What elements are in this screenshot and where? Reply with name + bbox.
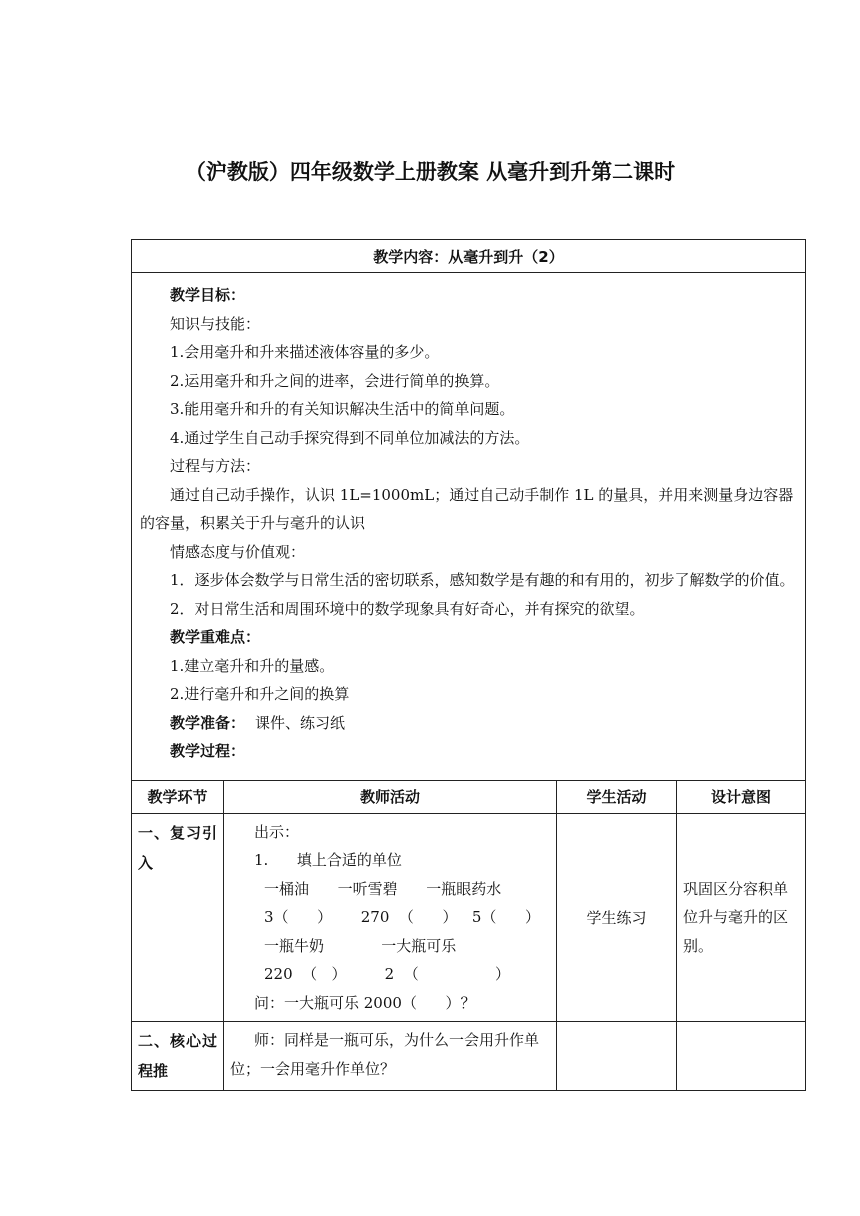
key-item: 1.建立毫升和升的量感。 (170, 656, 335, 675)
key-heading: 教学重难点： (170, 628, 261, 646)
knowledge-item: 4.通过学生自己动手探究得到不同单位加减法的方法。 (170, 428, 530, 447)
key-item: 2.进行毫升和升之间的换算 (170, 685, 350, 703)
table-row (132, 813, 806, 1022)
process-steps-heading: 教学过程： (170, 742, 246, 760)
student-cell (557, 1022, 677, 1091)
process-heading: 过程与方法： (170, 457, 261, 475)
stage-cell: 一、复习引入 (132, 813, 224, 1022)
lesson-table (131, 239, 806, 1091)
objectives-row (132, 273, 806, 781)
prep-line (140, 709, 797, 738)
stage-cell: 二、核心过程推 (132, 1022, 224, 1091)
teacher-line: 一桶油 一听雪碧 一瓶眼药水 (264, 879, 502, 898)
knowledge-item: 3.能用毫升和升的有关知识解决生活中的简单问题。 (170, 400, 515, 418)
design-cell: 巩固区分容积单位升与毫升的区别。 (677, 813, 806, 1022)
table-header-row (132, 240, 806, 273)
column-header-row (132, 780, 806, 813)
knowledge-item: 2.运用毫升和升之间的进率，会进行简单的换算。 (170, 371, 500, 390)
teacher-line: 220 （ ） 2 （ ） (264, 965, 510, 983)
teacher-line: 出示： (254, 822, 300, 841)
page-title: （沪教版）四年级数学上册教案 从毫升到升第二课时 (184, 160, 676, 184)
col-design-header: 设计意图 (677, 780, 806, 813)
emotion-item: 1．逐步体会数学与日常生活的密切联系，感知数学是有趣的和有用的，初步了解数学的价值。 (170, 571, 795, 589)
teacher-line: 3（ ） 270 （ ） 5（ ） (264, 908, 540, 926)
objectives-heading: 教学目标： (170, 286, 246, 304)
teacher-cell: 师：同样是一瓶可乐，为什么一会用升作单位；一会用毫升作单位？ (224, 1022, 557, 1091)
teacher-line: 问：一大瓶可乐 2000（ ）？ (254, 993, 476, 1012)
knowledge-item: 1.会用毫升和升来描述液体容量的多少。 (170, 343, 440, 361)
col-teacher-header: 教师活动 (224, 780, 557, 813)
prep-heading: 教学准备： (170, 713, 246, 732)
student-cell: 学生练习 (557, 813, 677, 1022)
knowledge-heading: 知识与技能： (170, 314, 261, 333)
prep-text: 课件、练习纸 (255, 713, 346, 732)
emotion-heading: 情感态度与价值观： (170, 542, 306, 561)
process-text: 通过自己动手操作，认识 1L=1000mL；通过自己动手制作 1L 的量具，并用来测量身边容器的容量，积累关于升与毫升的认识 (140, 485, 794, 532)
teacher-cell (224, 813, 557, 1022)
teacher-line: 1. 填上合适的单位 (254, 851, 402, 869)
teacher-line: 一瓶牛奶 一大瓶可乐 (264, 936, 457, 955)
design-cell (677, 1022, 806, 1091)
lesson-content-header: 教学内容：从毫升到升（2） (132, 240, 806, 273)
table-row (132, 1022, 806, 1091)
objectives-cell (132, 273, 806, 781)
col-stage-header: 教学环节 (132, 780, 224, 813)
emotion-item: 2．对日常生活和周围环境中的数学现象具有好奇心，并有探究的欲望。 (170, 599, 645, 618)
col-student-header: 学生活动 (557, 780, 677, 813)
